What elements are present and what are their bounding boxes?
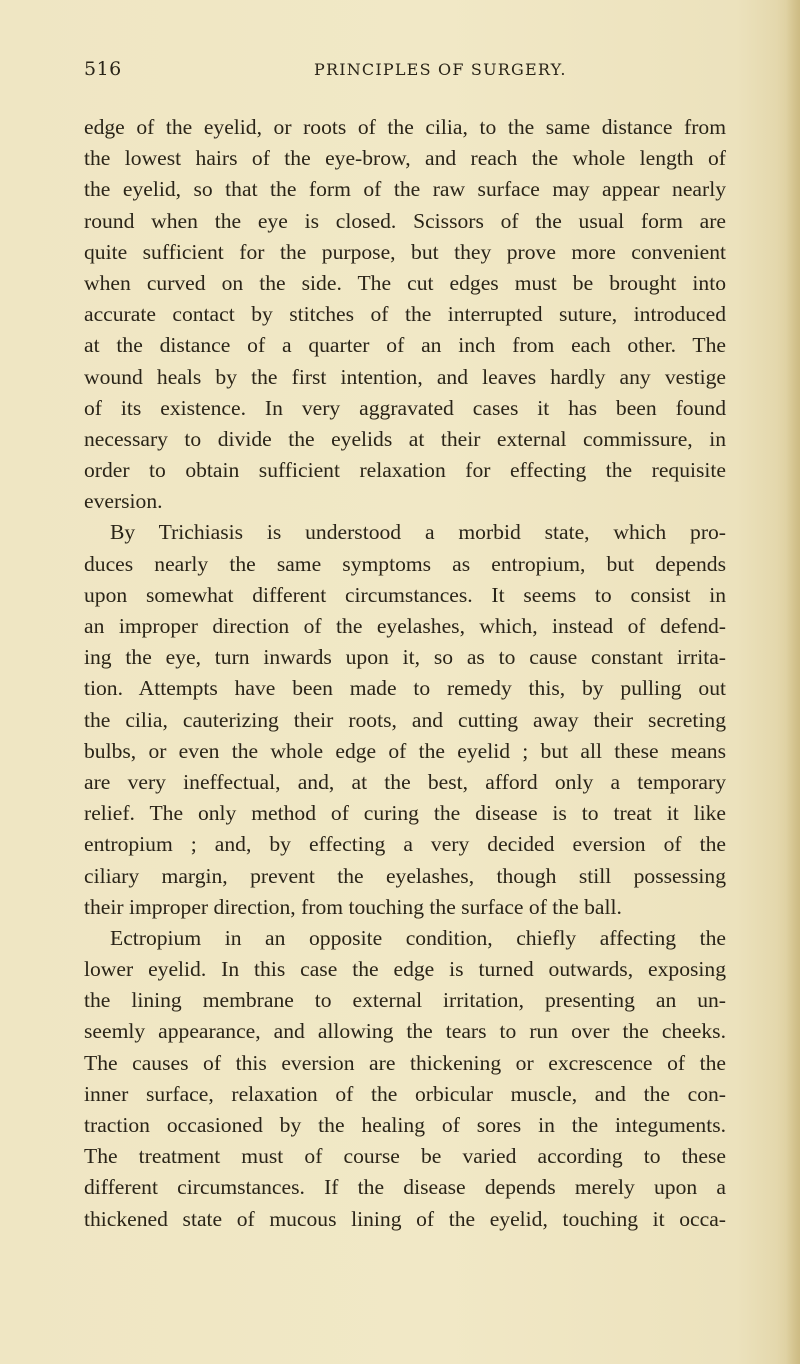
text-line: are very ineffectual, and, at the best, afford only a temporary: [84, 769, 726, 794]
text-line: relief. The only method of curing the disease is to treat it like: [84, 801, 726, 826]
text-line: the lowest hairs of the eye-brow, and reach the whole length of: [84, 146, 726, 171]
text-line: their improper direction, from touching the surface of the ball.: [84, 894, 622, 919]
text-line: at the distance of a quarter of an inch from each other. The: [84, 333, 726, 358]
text-line: round when the eye is closed. Scissors of the usual form are: [84, 208, 726, 233]
text-line: quite sufficient for the purpose, but they prove more convenient: [84, 239, 726, 264]
text-line: The causes of this eversion are thickening or excrescence of the: [84, 1050, 726, 1075]
page-edge-shadow: [786, 0, 800, 1364]
text-line: seemly appearance, and allowing the tears to run over the cheeks.: [84, 1019, 726, 1044]
text-line: thickened state of mucous lining of the eyelid, touching it occa-: [84, 1206, 726, 1231]
text-line: accurate contact by stitches of the interrupted suture, introduced: [84, 302, 726, 327]
page-number: 516: [84, 58, 122, 80]
running-head-title: PRINCIPLES OF SURGERY.: [314, 60, 567, 79]
text-line: necessary to divide the eyelids at their external commissure, in: [84, 426, 726, 451]
text-line: edge of the eyelid, or roots of the cilia, to the same distance from: [84, 115, 726, 139]
text-line: traction occasioned by the healing of sores in the integuments.: [84, 1113, 726, 1137]
text-line: The treatment must of course be varied according to these: [84, 1144, 726, 1169]
text-line: lower eyelid. In this case the edge is turned outwards, exposing: [84, 957, 726, 982]
text-line: ing the eye, turn inwards upon it, so as to cause constant irrita-: [84, 645, 726, 670]
text-line: entropium ; and, by effecting a very decided eversion of the: [84, 832, 726, 857]
text-line: tion. Attempts have been made to remedy this, by pulling out: [84, 676, 726, 701]
text-line: Ectropium in an opposite condition, chiefly affecting the: [110, 925, 726, 950]
text-line: the lining membrane to external irritation, presenting an un-: [84, 988, 726, 1013]
text-line: of its existence. In very aggravated cases it has been found: [84, 395, 726, 420]
text-line: an improper direction of the eyelashes, which, instead of defend-: [84, 614, 726, 638]
text-line: different circumstances. If the disease depends merely upon a: [84, 1175, 726, 1200]
text-line: upon somewhat different circumstances. It seems to consist in: [84, 582, 726, 607]
text-line: wound heals by the first intention, and leaves hardly any vestige: [84, 364, 726, 389]
text-line: eversion.: [84, 489, 163, 514]
text-line: the eyelid, so that the form of the raw surface may appear nearly: [84, 177, 726, 202]
text-line: ciliary margin, prevent the eyelashes, though still possessing: [84, 863, 726, 888]
text-line: inner surface, relaxation of the orbicular muscle, and the con-: [84, 1081, 726, 1106]
running-head: [84, 58, 724, 84]
text-line: when curved on the side. The cut edges must be brought into: [84, 270, 726, 295]
body-text: [84, 112, 726, 1235]
text-line: duces nearly the same symptoms as entropium, but depends: [84, 551, 726, 576]
text-line: order to obtain sufficient relaxation for effecting the requisite: [84, 458, 726, 483]
text-line: bulbs, or even the whole edge of the eyelid ; but all these means: [84, 738, 726, 763]
text-line: By Trichiasis is understood a morbid state, which pro-: [110, 520, 726, 545]
text-line: the cilia, cauterizing their roots, and cutting away their secreting: [84, 707, 726, 732]
